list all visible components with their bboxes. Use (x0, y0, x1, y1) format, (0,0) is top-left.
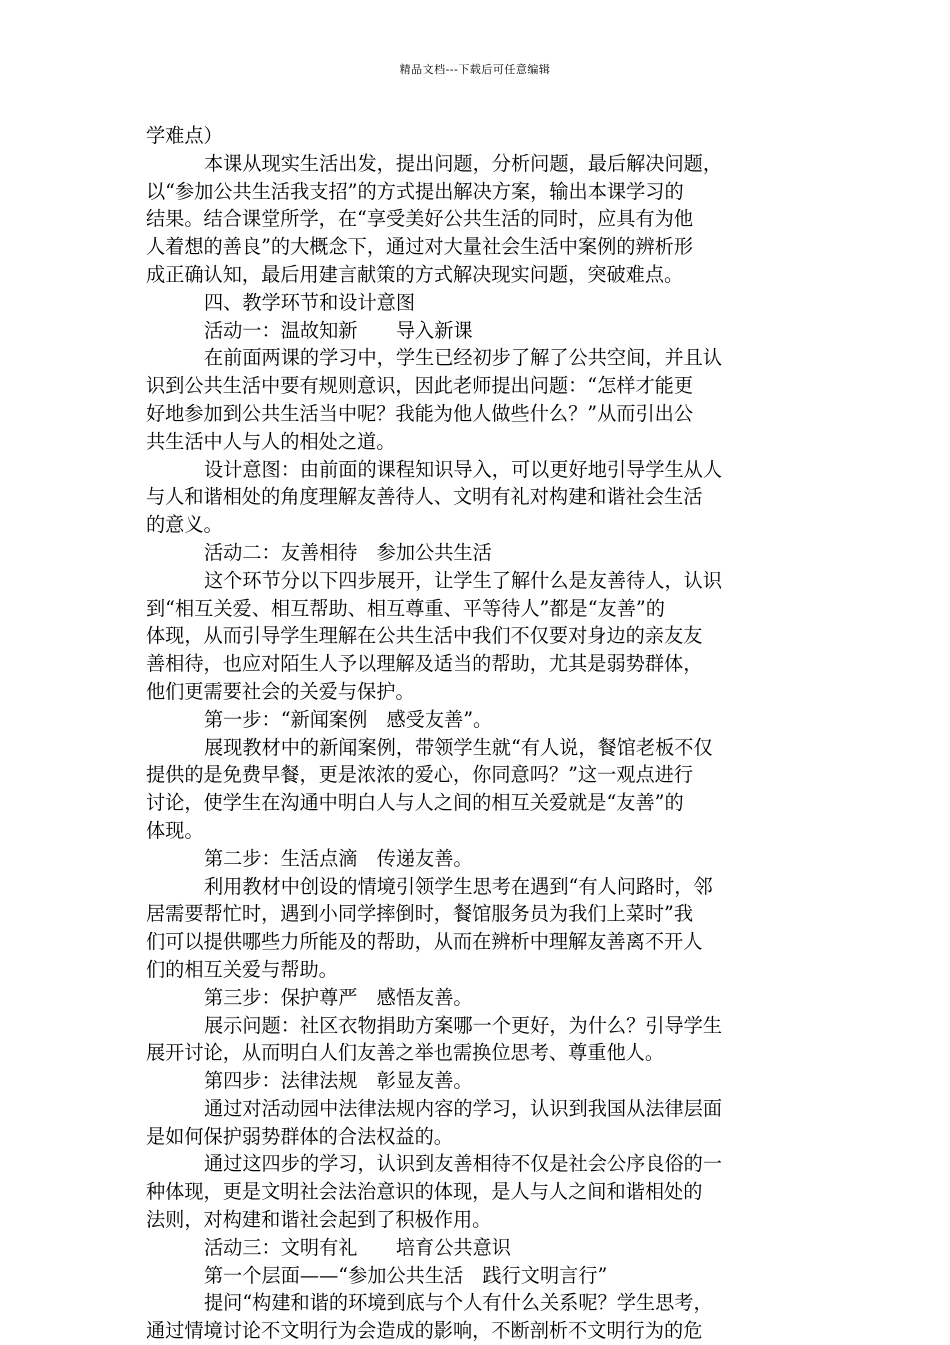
text-line: 通过这四步的学习，认识到友善相待不仅是社会公序良俗的一 (204, 1152, 723, 1176)
text-line: 通过情境讨论不文明行为会造成的影响，不断剖析不文明行为的危 (146, 1319, 703, 1343)
text-line: 本课从现实生活出发，提出问题，分析问题，最后解决问题， (204, 151, 723, 175)
text-line: 是如何保护弱势群体的合法权益的。 (146, 1124, 453, 1148)
text-line: 以“参加公共生活我支招”的方式提出解决方案，输出本课学习的 (146, 179, 684, 203)
text-line: 提供的是免费早餐，更是浓浓的爱心，你同意吗？”这一观点进行 (146, 763, 694, 787)
text-line: 人着想的善良”的大概念下，通过对大量社会生活中案例的辨析形 (146, 235, 694, 259)
text-line: 成正确认知，最后用建言献策的方式解决现实问题，突破难点。 (146, 262, 684, 286)
text-line: 的意义。 (146, 513, 223, 537)
text-line: 共生活中人与人的相处之道。 (146, 429, 396, 453)
text-line: 居需要帮忙时，遇到小同学摔倒时，餐馆服务员为我们上菜时”我 (146, 902, 694, 926)
text-line: 第四步：法律法规 彰显友善。 (204, 1069, 473, 1093)
text-line: 法则，对构建和谐社会起到了积极作用。 (146, 1208, 492, 1232)
text-line: 提问“构建和谐的环境到底与个人有什么关系呢？学生思考， (204, 1291, 713, 1315)
text-line: 种体现，更是文明社会法治意识的体现，是人与人之间和谐相处的 (146, 1180, 703, 1204)
text-line: 体现，从而引导学生理解在公共生活中我们不仅要对身边的亲友友 (146, 624, 703, 648)
text-line: 展现教材中的新闻案例，带领学生就“有人说，餐馆老板不仅 (204, 735, 713, 759)
text-line: 四、教学环节和设计意图 (204, 290, 416, 314)
document-body (146, 122, 808, 1345)
text-line: 活动一：温故知新 导入新课 (204, 318, 473, 342)
text-line: 展示问题：社区衣物捐助方案哪一个更好，为什么？引导学生 (204, 1013, 723, 1037)
text-line: 这个环节分以下四步展开，让学生了解什么是友善待人，认识 (204, 568, 723, 592)
text-line: 他们更需要社会的关爱与保护。 (146, 679, 415, 703)
text-line: 到“相互关爱、相互帮助、相互尊重、平等待人”都是“友善”的 (146, 596, 665, 620)
text-line: 好地参加到公共生活当中呢？我能为他人做些什么？”从而引出公 (146, 401, 694, 425)
text-line: 通过对活动园中法律法规内容的学习，认识到我国从法律层面 (204, 1096, 723, 1120)
text-line: 设计意图：由前面的课程知识导入，可以更好地引导学生从人 (204, 457, 723, 481)
text-line: 们可以提供哪些力所能及的帮助，从而在辨析中理解友善离不开人 (146, 930, 703, 954)
text-line: 体现。 (146, 818, 204, 842)
text-line: 们的相互关爱与帮助。 (146, 957, 338, 981)
text-line: 与人和谐相处的角度理解友善待人、文明有礼对构建和谐社会生活 (146, 485, 703, 509)
text-line: 展开讨论，从而明白人们友善之举也需换位思考、尊重他人。 (146, 1041, 665, 1065)
text-line: 在前面两课的学习中，学生已经初步了解了公共空间，并且认 (204, 346, 723, 370)
text-line: 利用教材中创设的情境引领学生思考在遇到“有人问路时，邻 (204, 874, 713, 898)
text-line: 第三步：保护尊严 感悟友善。 (204, 985, 473, 1009)
text-line: 第一步：“新闻案例 感受友善”。 (204, 707, 493, 731)
text-line: 活动二：友善相待 参加公共生活 (204, 540, 492, 564)
text-line: 善相待，也应对陌生人予以理解及适当的帮助，尤其是弱势群体， (146, 652, 703, 676)
page-header: 精品文档---下载后可任意编辑 (399, 63, 551, 76)
text-line: 活动三：文明有礼 培育公共意识 (204, 1235, 511, 1259)
text-line: 识到公共生活中要有规则意识，因此老师提出问题：“怎样才能更 (146, 374, 694, 398)
text-line: 第一个层面——“参加公共生活 践行文明言行” (204, 1263, 608, 1287)
text-line: 学难点） (146, 124, 223, 147)
text-line: 讨论，使学生在沟通中明白人与人之间的相互关爱就是“友善”的 (146, 791, 684, 815)
text-line: 结果。结合课堂所学，在“享受美好公共生活的同时，应具有为他 (146, 207, 694, 231)
text-line: 第二步：生活点滴 传递友善。 (204, 846, 473, 870)
